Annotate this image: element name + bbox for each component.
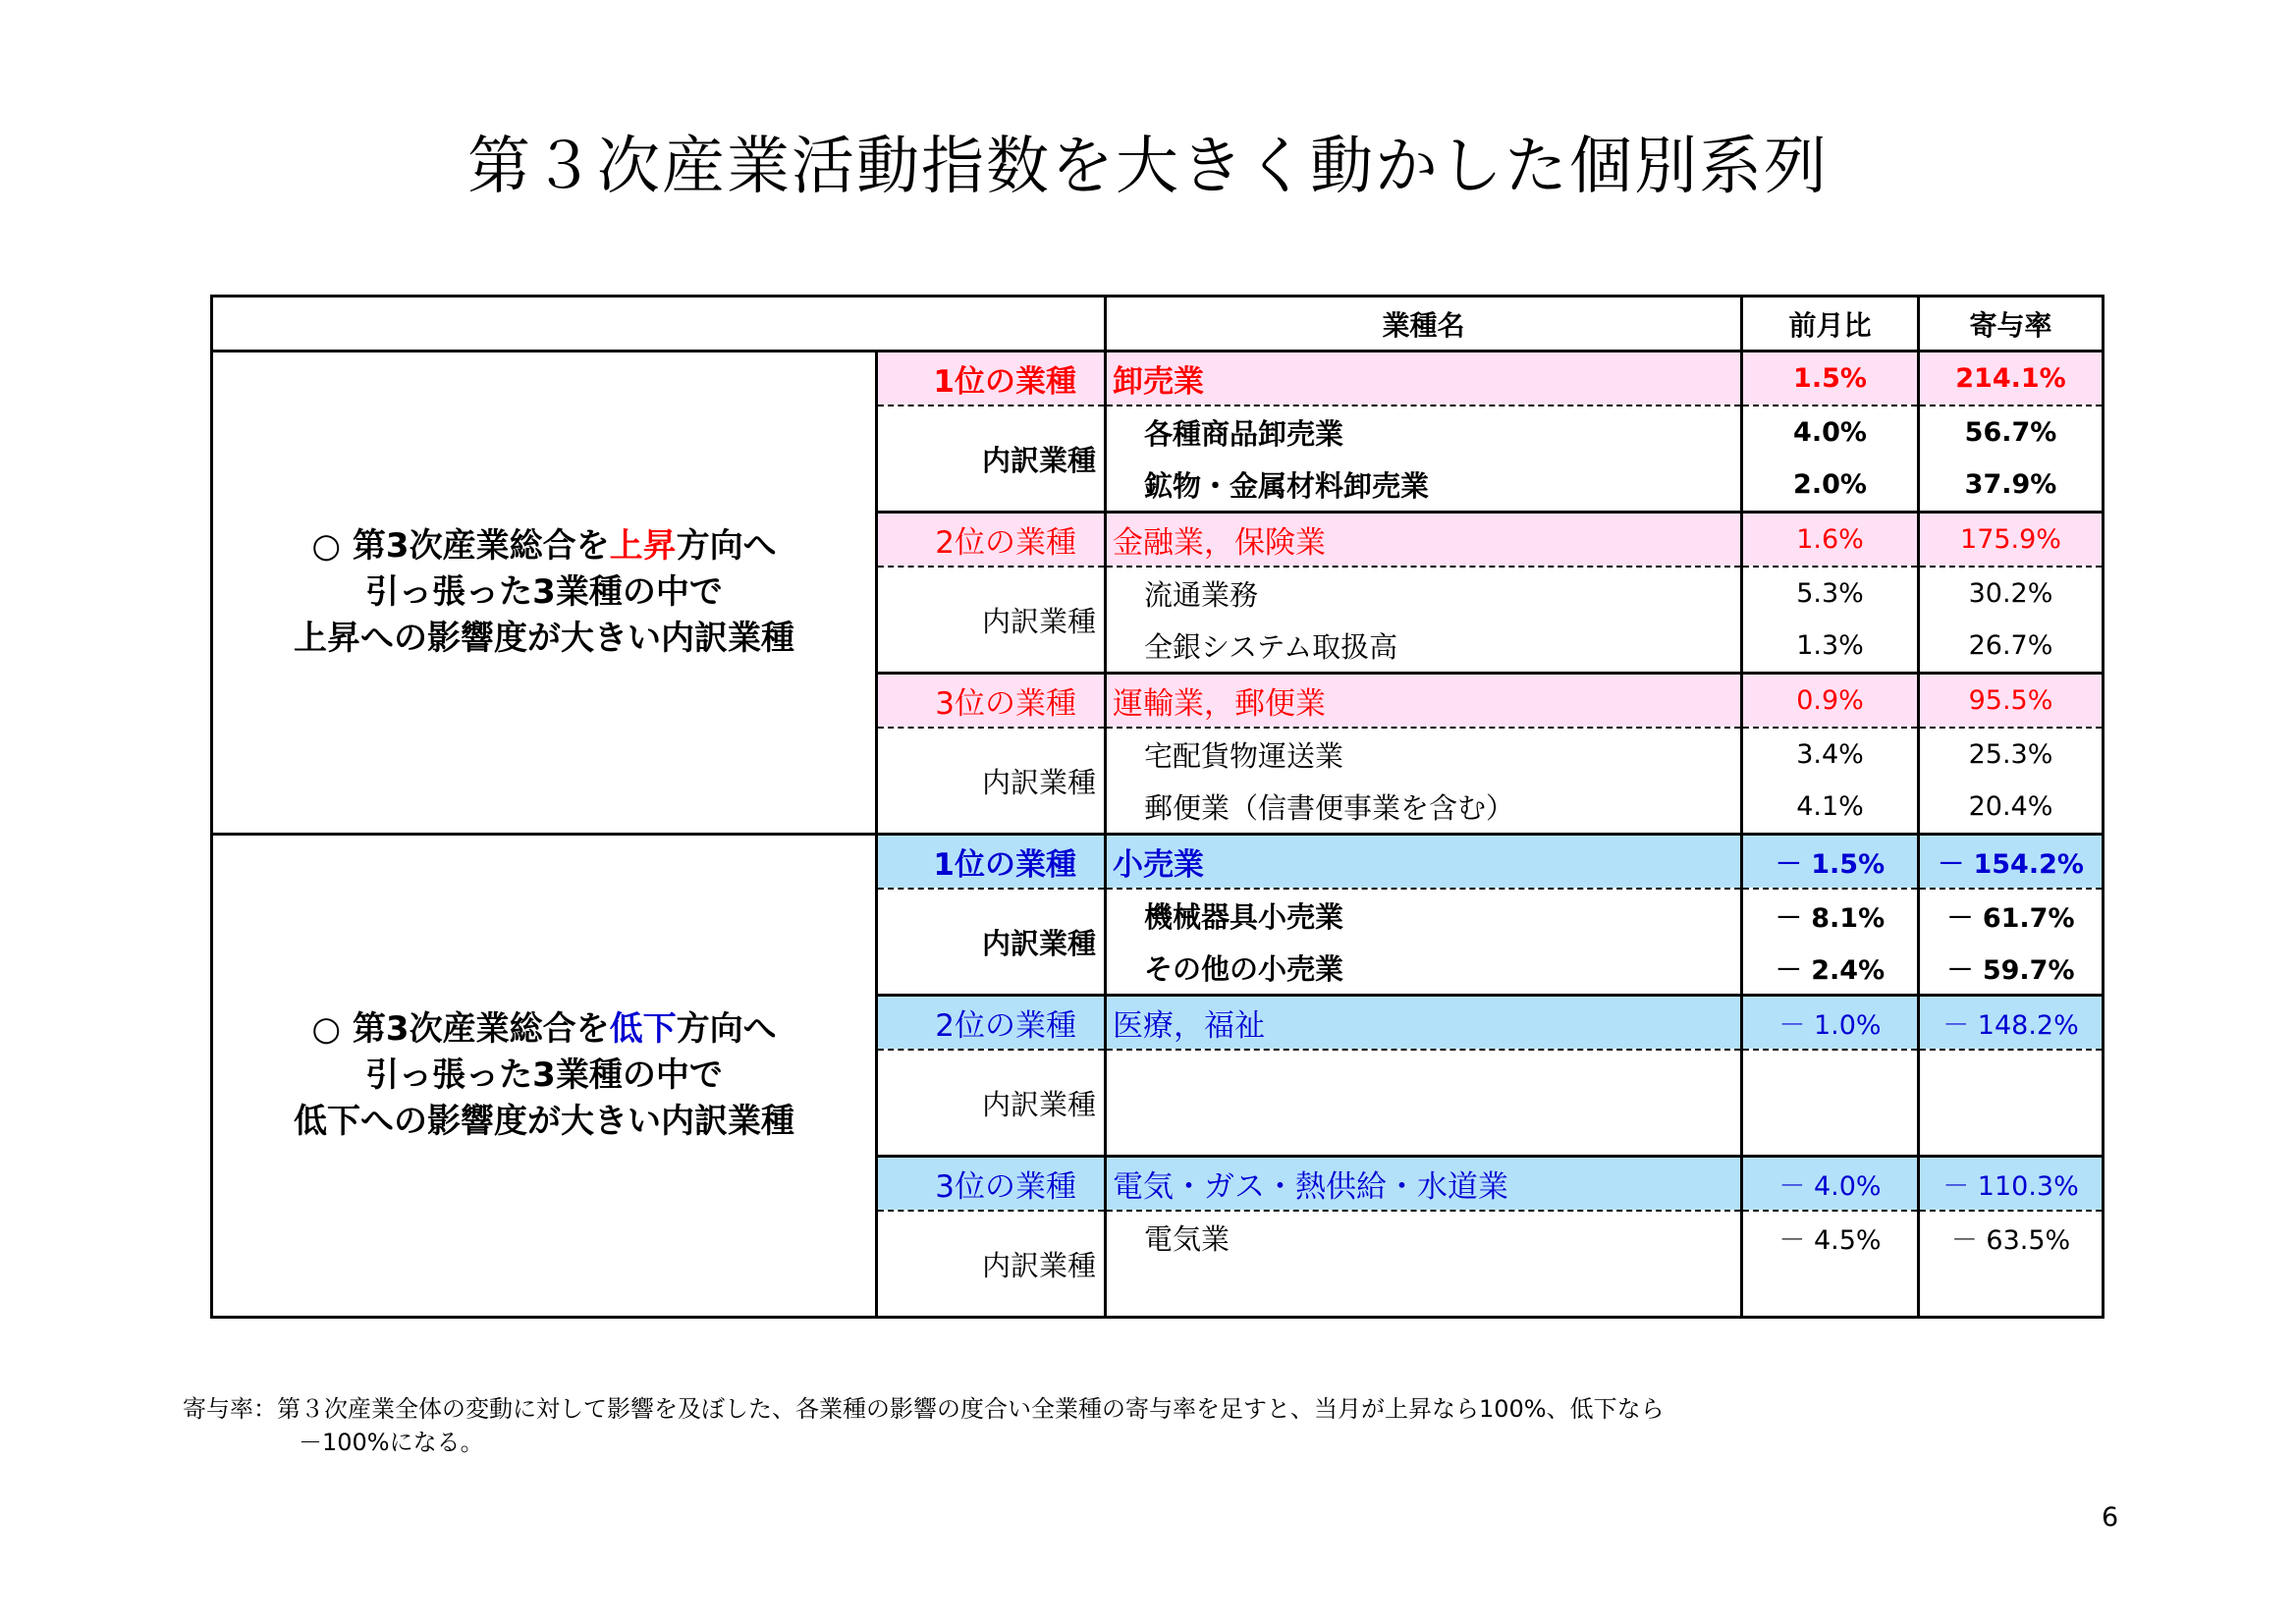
sub-industry-name: 各種商品卸売業 [1106,406,1742,459]
rank-label: 2位の業種 [877,513,1106,568]
sub-mom-value: － 4.5% [1742,1211,1919,1264]
group-label-downward: ○ 第3次産業総合を低下方向へ 引っ張った3業種の中で 低下への影響度が大きい内訳業種 [212,835,877,1318]
header-blank-cell [212,297,1106,352]
industry-name: 電気・ガス・熱供給・水道業 [1106,1157,1742,1212]
sub-industry-name [1106,1103,1742,1157]
sub-industry-name: 郵便業（信書便事業を含む） [1106,781,1742,835]
industry-name: 卸売業 [1106,352,1742,406]
sub-mom-value: 4.1% [1742,781,1919,835]
footnote-line-2: －100%になる。 [299,1429,484,1456]
breakdown-label: 内訳業種 [877,406,1106,513]
contribution-value: － 154.2% [1919,835,2104,890]
sub-contribution-value: 26.7% [1919,620,2104,674]
breakdown-label: 内訳業種 [877,1050,1106,1157]
breakdown-label: 内訳業種 [877,728,1106,835]
sub-mom-value: － 8.1% [1742,889,1919,942]
sub-contribution-value: － 61.7% [1919,889,2104,942]
rank-label: 1位の業種 [877,352,1106,406]
footnote [183,1392,1665,1459]
sub-mom-value: 1.3% [1742,620,1919,674]
contribution-value: － 110.3% [1919,1157,2104,1212]
group-keyword-downward: 低下 [609,1009,677,1049]
rank-label: 1位の業種 [877,835,1106,890]
header-industry: 業種名 [1106,297,1742,352]
sub-industry-name: 電気業 [1106,1211,1742,1264]
rank-label: 3位の業種 [877,674,1106,729]
industry-name: 運輸業，郵便業 [1106,674,1742,729]
mom-value: 1.6% [1742,513,1919,568]
sub-mom-value [1742,1264,1919,1318]
sub-industry-name: その他の小売業 [1106,942,1742,996]
sub-mom-value: 3.4% [1742,728,1919,781]
mom-value: － 1.5% [1742,835,1919,890]
sub-mom-value: 5.3% [1742,567,1919,620]
table-row [212,835,2104,890]
sub-contribution-value: 56.7% [1919,406,2104,459]
mom-value: － 4.0% [1742,1157,1919,1212]
mom-value: － 1.0% [1742,996,1919,1051]
industry-name: 金融業，保険業 [1106,513,1742,568]
sub-industry-name: 全銀システム取扱高 [1106,620,1742,674]
sub-mom-value: － 2.4% [1742,942,1919,996]
breakdown-label: 内訳業種 [877,567,1106,674]
table-row [212,352,2104,406]
sub-industry-name: 宅配貨物運送業 [1106,728,1742,781]
footnote-line-1: 寄与率：第３次産業全体の変動に対して影響を及ぼした、各業種の影響の度合い全業種の寄与率を足すと、当月が上昇なら100%、低下なら [183,1395,1665,1423]
page-number: 6 [2102,1502,2119,1533]
sub-contribution-value: 25.3% [1919,728,2104,781]
sub-contribution-value: 30.2% [1919,567,2104,620]
sub-contribution-value: 20.4% [1919,781,2104,835]
contribution-table [210,295,2105,1319]
industry-name: 小売業 [1106,835,1742,890]
sub-industry-name: 流通業務 [1106,567,1742,620]
group-keyword-upward: 上昇 [609,526,677,566]
contribution-value: 95.5% [1919,674,2104,729]
rank-label: 3位の業種 [877,1157,1106,1212]
sub-industry-name [1106,1050,1742,1103]
header-mom: 前月比 [1742,297,1919,352]
industry-name: 医療，福祉 [1106,996,1742,1051]
page-title: 第３次産業活動指数を大きく動かした個別系列 [467,131,1829,203]
sub-industry-name: 鉱物・金属材料卸売業 [1106,459,1742,513]
sub-contribution-value [1919,1264,2104,1318]
sub-contribution-value [1919,1050,2104,1103]
contribution-value: － 148.2% [1919,996,2104,1051]
sub-industry-name [1106,1264,1742,1318]
contribution-value: 175.9% [1919,513,2104,568]
sub-contribution-value: － 59.7% [1919,942,2104,996]
sub-mom-value: 4.0% [1742,406,1919,459]
breakdown-label: 内訳業種 [877,889,1106,996]
mom-value: 1.5% [1742,352,1919,406]
table-header-row [212,297,2104,352]
mom-value: 0.9% [1742,674,1919,729]
sub-mom-value: 2.0% [1742,459,1919,513]
header-contribution: 寄与率 [1919,297,2104,352]
breakdown-label: 内訳業種 [877,1211,1106,1318]
group-label-upward: ○ 第3次産業総合を上昇方向へ 引っ張った3業種の中で 上昇への影響度が大きい内訳業種 [212,352,877,835]
contribution-value: 214.1% [1919,352,2104,406]
sub-mom-value [1742,1050,1919,1103]
sub-contribution-value: － 63.5% [1919,1211,2104,1264]
sub-contribution-value: 37.9% [1919,459,2104,513]
sub-mom-value [1742,1103,1919,1157]
sub-contribution-value [1919,1103,2104,1157]
sub-industry-name: 機械器具小売業 [1106,889,1742,942]
rank-label: 2位の業種 [877,996,1106,1051]
